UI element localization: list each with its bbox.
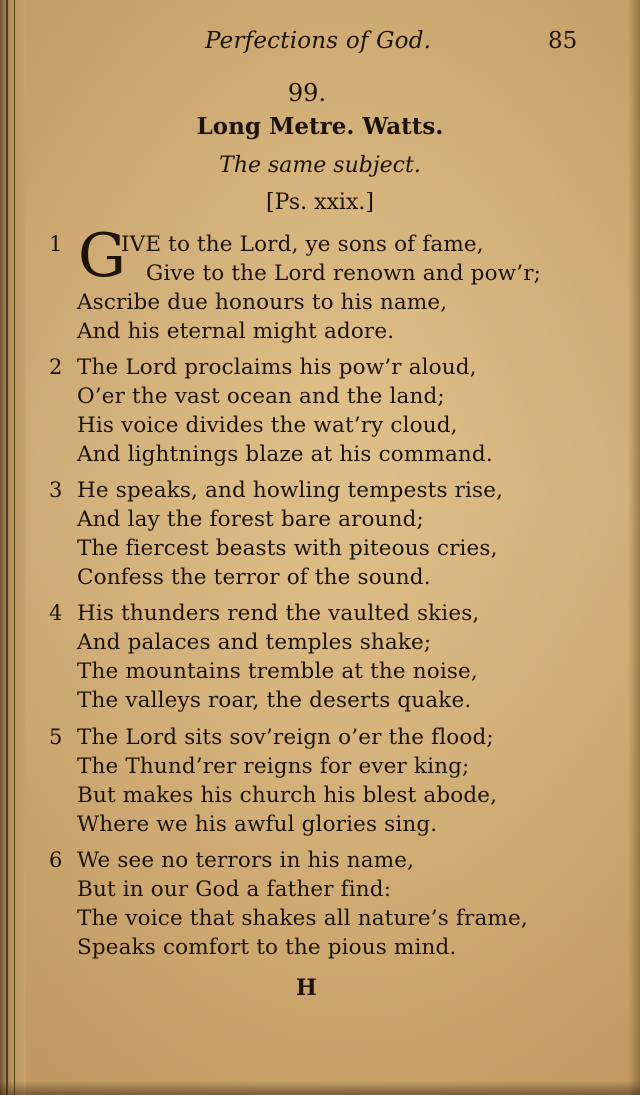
stanza-number: 3 bbox=[49, 478, 63, 502]
catchword: H bbox=[296, 975, 317, 1001]
verse-line: His thunders rend the vaulted skies, bbox=[77, 601, 480, 626]
page-number: 85 bbox=[548, 28, 578, 54]
verse-line: The fiercest beasts with piteous cries, bbox=[77, 536, 498, 561]
verse-line: Confess the terror of the sound. bbox=[77, 565, 431, 590]
verse-line: And his eternal might adore. bbox=[77, 319, 395, 344]
stanza-number: 6 bbox=[49, 848, 63, 872]
running-title: Perfections of God. bbox=[205, 28, 432, 54]
verse-line: The Lord proclaims his pow’r aloud, bbox=[77, 355, 477, 380]
verse-line: He speaks, and howling tempests rise, bbox=[77, 478, 504, 503]
verse-line: Ascribe due honours to his name, bbox=[77, 290, 448, 315]
verse-line: Give to the Lord renown and pow’r; bbox=[146, 261, 542, 286]
verse-line: The mountains tremble at the noise, bbox=[77, 659, 478, 684]
verse-line: The valleys roar, the deserts quake. bbox=[77, 688, 472, 713]
verse-line: But in our God a father find: bbox=[77, 877, 392, 902]
psalm-reference: [Ps. xxix.] bbox=[266, 190, 374, 215]
verse-line: The Lord sits sov’reign o’er the flood; bbox=[77, 725, 494, 750]
hymn-meter: Long Metre. Watts. bbox=[196, 113, 444, 140]
verse-line: IVE to the Lord, ye sons of fame, bbox=[121, 232, 484, 257]
verse-line: Where we his awful glories sing. bbox=[77, 812, 438, 837]
verse-line: Speaks comfort to the pious mind. bbox=[77, 935, 457, 960]
stanza-number: 1 bbox=[49, 232, 63, 256]
verse-line: His voice divides the wat’ry cloud, bbox=[77, 413, 458, 438]
verse-line: The voice that shakes all nature’s frame, bbox=[77, 906, 528, 931]
verse-line: O’er the vast ocean and the land; bbox=[77, 384, 445, 409]
verse-line: But makes his church his blest abode, bbox=[77, 783, 498, 808]
hymn-subject: The same subject. bbox=[219, 153, 421, 178]
drop-cap: G bbox=[78, 221, 126, 291]
stanza-number: 5 bbox=[49, 725, 63, 749]
verse-line: And palaces and temples shake; bbox=[77, 630, 432, 655]
stanza-number: 2 bbox=[49, 355, 63, 379]
verse-line: And lightnings blaze at his command. bbox=[77, 442, 493, 467]
page-bottom-shadow bbox=[0, 1081, 640, 1095]
verse-line: The Thund’rer reigns for ever king; bbox=[77, 754, 470, 779]
hymn-number: 99. bbox=[287, 79, 327, 107]
stanza-number: 4 bbox=[49, 601, 63, 625]
verse-line: And lay the forest bare around; bbox=[77, 507, 424, 532]
verse-line: We see no terrors in his name, bbox=[77, 848, 415, 873]
